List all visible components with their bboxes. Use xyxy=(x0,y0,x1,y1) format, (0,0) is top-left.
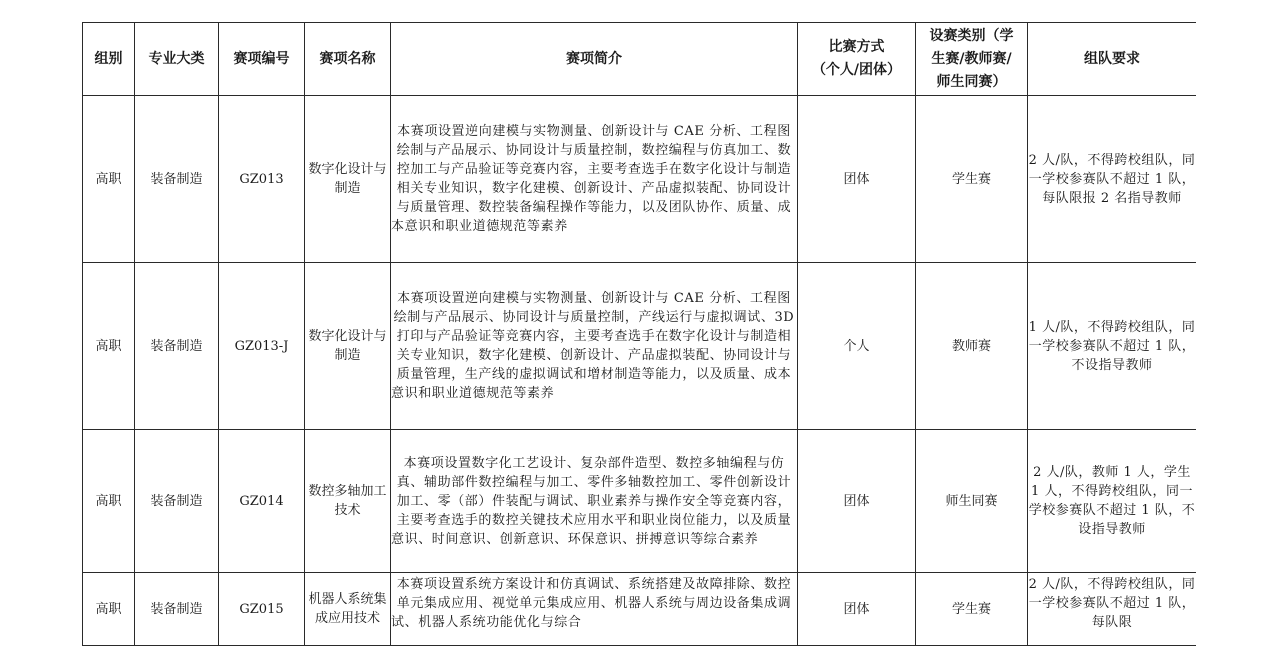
header-intro: 赛项简介 xyxy=(391,23,798,96)
cell-code: GZ013-J xyxy=(219,263,305,430)
cell-intro: 本赛项设置逆向建模与实物测量、创新设计与 CAE 分析、工程图绘制与产品展示、协同设计与质量控制，产线运行与虚拟调试、3D 打印与产品验证等竞赛内容，主要考查选手在数字化设计与制造相关专业知识，数字化建模、创新设计、产品虚拟装配、协同设计与质量管理，生产线的虚拟调试和增材制造等能力，以及质量、成本意识和职业道德规范等素养 xyxy=(391,263,798,430)
table-row xyxy=(83,263,1197,430)
cell-major: 装备制造 xyxy=(135,96,219,263)
header-type-line2: 生赛/教师赛/ xyxy=(931,50,1012,67)
cell-major: 装备制造 xyxy=(135,263,219,430)
cell-code: GZ014 xyxy=(219,430,305,573)
cell-type: 学生赛 xyxy=(916,96,1028,263)
table-row xyxy=(83,430,1197,573)
cell-team-text: 2 人/队，不得跨校组队，同一学校参赛队不超过 1 队，每队限 xyxy=(1028,577,1196,630)
table-row xyxy=(83,96,1197,263)
cell-major: 装备制造 xyxy=(135,430,219,573)
cell-team: 1 人/队，不得跨校组队，同一学校参赛队不超过 1 队，不设指导教师 xyxy=(1028,263,1197,430)
cell-name: 数字化设计与制造 xyxy=(305,96,391,263)
cell-code: GZ013 xyxy=(219,96,305,263)
table-row xyxy=(83,573,1197,646)
header-mode-line2: （个人/团体） xyxy=(811,62,902,78)
header-type xyxy=(916,23,1028,96)
header-type-line3: 师生同赛） xyxy=(936,73,1007,90)
cell-team: 2 人/队，教师 1 人，学生 1 人，不得跨校组队，同一学校参赛队不超过 1 队，不设指导教师 xyxy=(1028,430,1197,573)
header-mode xyxy=(798,23,916,96)
cell-code: GZ015 xyxy=(219,573,305,646)
cell-major: 装备制造 xyxy=(135,573,219,646)
cell-name: 数控多轴加工技术 xyxy=(305,430,391,573)
cell-name: 数字化设计与制造 xyxy=(305,263,391,430)
cell-team: 2 人/队，不得跨校组队，同一学校参赛队不超过 1 队，每队限报 2 名指导教师 xyxy=(1028,96,1197,263)
header-code: 赛项编号 xyxy=(219,23,305,96)
competition-table-page xyxy=(82,22,1196,667)
header-group: 组别 xyxy=(83,23,135,96)
cell-type: 教师赛 xyxy=(916,263,1028,430)
header-mode-line1: 比赛方式 xyxy=(828,39,885,55)
cell-team xyxy=(1028,573,1197,646)
header-type-line1: 设赛类别（学 xyxy=(929,27,1014,44)
cell-intro xyxy=(391,573,798,646)
cell-mode: 团体 xyxy=(798,573,916,646)
cell-intro: 本赛项设置逆向建模与实物测量、创新设计与 CAE 分析、工程图绘制与产品展示、协同设计与质量控制，数控编程与仿真加工、数控加工与产品验证等竞赛内容，主要考查选手在数字化设计与制造相关专业知识，数字化建模、创新设计、产品虚拟装配、协同设计与质量管理、数控装备编程操作等能力，以及团队协作、质量、成本意识和职业道德规范等素养 xyxy=(391,96,798,263)
cell-group: 高职 xyxy=(83,430,135,573)
cell-intro-text: 本赛项设置系统方案设计和仿真调试、系统搭建及故障排除、数控单元集成应用、视觉单元集成应用、机器人系统与周边设备集成调试、机器人系统功能优化与综合 xyxy=(391,577,792,630)
cell-group: 高职 xyxy=(83,263,135,430)
cell-name: 机器人系统集成应用技术 xyxy=(305,573,391,646)
header-team: 组队要求 xyxy=(1028,23,1197,96)
cell-group: 高职 xyxy=(83,573,135,646)
cell-intro: 本赛项设置数字化工艺设计、复杂部件造型、数控多轴编程与仿真、辅助部件数控编程与加工、零件多轴数控加工、零件创新设计加工、零（部）件装配与调试、职业素养与操作安全等竞赛内容，主要考查选手的数控关键技术应用水平和职业岗位能力，以及质量意识、时间意识、创新意识、环保意识、拼搏意识等综合素养 xyxy=(391,430,798,573)
cell-mode: 个人 xyxy=(798,263,916,430)
table-header-row xyxy=(83,23,1197,96)
header-major: 专业大类 xyxy=(135,23,219,96)
cell-group: 高职 xyxy=(83,96,135,263)
cell-mode: 团体 xyxy=(798,96,916,263)
cell-type: 师生同赛 xyxy=(916,430,1028,573)
cell-type: 学生赛 xyxy=(916,573,1028,646)
cell-mode: 团体 xyxy=(798,430,916,573)
header-name: 赛项名称 xyxy=(305,23,391,96)
competition-table xyxy=(82,22,1196,646)
